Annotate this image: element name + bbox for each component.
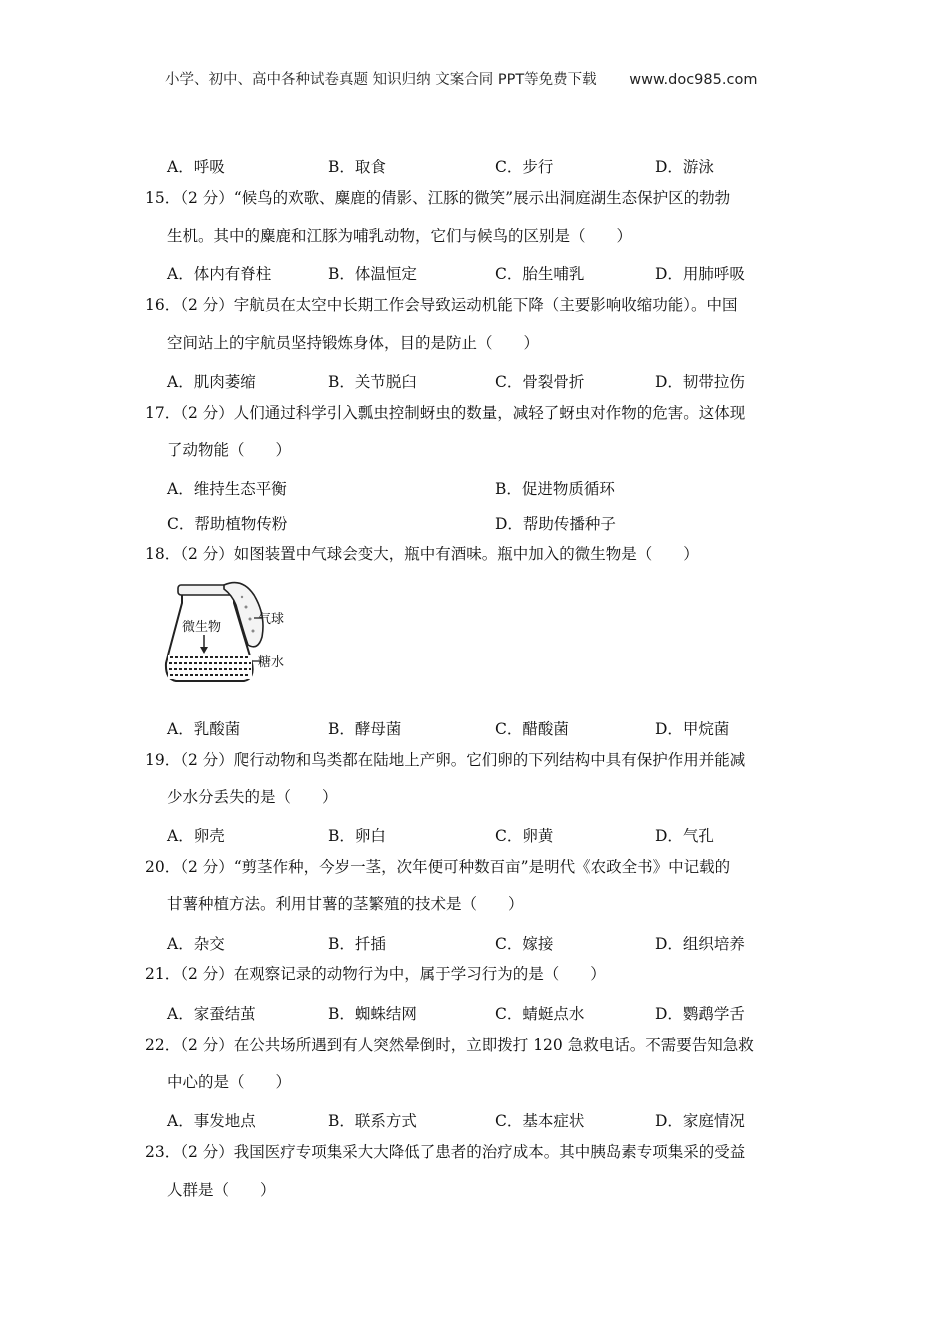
q19-option-d: D．气孔 (655, 827, 714, 845)
q14-option-c: C．步行 (495, 158, 554, 176)
q18-option-c: C．醋酸菌 (495, 720, 569, 738)
q20-option-d: D．组织培养 (655, 935, 745, 953)
q21-stem-line1: 21．（2 分）在观察记录的动物行为中，属于学习行为的是（ ） (145, 965, 606, 983)
q15-option-b: B．体温恒定 (328, 265, 417, 283)
q21-option-b: B．蜘蛛结网 (328, 1005, 417, 1023)
q14-option-d: D．游泳 (655, 158, 714, 176)
q20-option-b: B．扦插 (328, 935, 386, 953)
q22-stem-line1: 22．（2 分）在公共场所遇到有人突然晕倒时，立即拨打 120 急救电话。不需要告知急救 (145, 1036, 754, 1054)
page-header (165, 68, 757, 89)
q20-stem-line1: 20．（2 分）“剪茎作种，今岁一茎，次年便可种数百亩”是明代《农政全书》中记载的 (145, 858, 731, 876)
q16-option-c: C．骨裂骨折 (495, 373, 585, 391)
fermentation-flask-diagram (162, 575, 297, 687)
q22-option-b: B．联系方式 (328, 1112, 417, 1130)
q19-option-b: B．卵白 (328, 827, 386, 845)
q17-option-d: D．帮助传播种子 (495, 515, 616, 533)
q19-stem-line1: 19．（2 分）爬行动物和鸟类都在陆地上产卵。它们卵的下列结构中具有保护作用并能减 (145, 751, 746, 769)
q14-option-b: B．取食 (328, 158, 386, 176)
header-site: www.doc985.com (629, 72, 758, 88)
q17-stem-line2: 了动物能（ ） (167, 441, 292, 459)
sugar-water-label: 糖水 (258, 655, 285, 670)
q16-option-a: A．肌肉萎缩 (167, 373, 256, 391)
q18-option-a: A．乳酸菌 (167, 720, 241, 738)
q22-stem-line2: 中心的是（ ） (167, 1073, 292, 1091)
q23-stem-line2: 人群是（ ） (167, 1181, 276, 1199)
q17-option-a: A．维持生态平衡 (167, 480, 287, 498)
q16-option-b: B．关节脱臼 (328, 373, 417, 391)
header-text: 小学、初中、高中各种试卷真题 知识归纳 文案合同 PPT等免费下载 (165, 72, 597, 88)
q20-stem-line2: 甘薯种植方法。利用甘薯的茎繁殖的技术是（ ） (167, 895, 524, 913)
q21-option-a: A．家蚕结茧 (167, 1005, 256, 1023)
q20-option-a: A．杂交 (167, 935, 225, 953)
q22-option-d: D．家庭情况 (655, 1112, 745, 1130)
q15-stem-line1: 15．（2 分）“候鸟的欢歌、麋鹿的倩影、江豚的微笑”展示出洞庭湖生态保护区的勃勃 (145, 189, 731, 207)
q21-option-c: C．蜻蜓点水 (495, 1005, 585, 1023)
q19-option-c: C．卵黄 (495, 827, 554, 845)
q15-stem-line2: 生机。其中的麋鹿和江豚为哺乳动物，它们与候鸟的区别是（ ） (167, 227, 633, 245)
q19-option-a: A．卵壳 (167, 827, 225, 845)
q16-option-d: D．韧带拉伤 (655, 373, 745, 391)
q15-option-a: A．体内有脊柱 (167, 265, 272, 283)
q16-stem-line2: 空间站上的宇航员坚持锻炼身体，目的是防止（ ） (167, 334, 540, 352)
q18-stem-line1: 18．（2 分）如图装置中气球会变大，瓶中有酒味。瓶中加入的微生物是（ ） (145, 545, 699, 563)
q17-option-b: B．促进物质循环 (495, 480, 615, 498)
q21-option-d: D．鹦鹉学舌 (655, 1005, 745, 1023)
q14-option-a: A．呼吸 (167, 158, 225, 176)
q15-option-c: C．胎生哺乳 (495, 265, 585, 283)
q17-option-c: C．帮助植物传粉 (167, 515, 288, 533)
microbe-label: 微生物 (182, 620, 222, 635)
q15-option-d: D．用肺呼吸 (655, 265, 745, 283)
q18-option-d: D．甲烷菌 (655, 720, 730, 738)
q18-option-b: B．酵母菌 (328, 720, 402, 738)
q20-option-c: C．嫁接 (495, 935, 554, 953)
balloon-label: 气球 (258, 612, 285, 627)
q22-option-a: A．事发地点 (167, 1112, 256, 1130)
q23-stem-line1: 23．（2 分）我国医疗专项集采大大降低了患者的治疗成本。其中胰岛素专项集采的受益 (145, 1143, 746, 1161)
q16-stem-line1: 16．（2 分）宇航员在太空中长期工作会导致运动机能下降（主要影响收缩功能）。中国 (145, 296, 738, 314)
q17-stem-line1: 17．（2 分）人们通过科学引入瓢虫控制蚜虫的数量，减轻了蚜虫对作物的危害。这体现 (145, 404, 746, 422)
q19-stem-line2: 少水分丢失的是（ ） (167, 788, 338, 806)
q22-option-c: C．基本症状 (495, 1112, 585, 1130)
